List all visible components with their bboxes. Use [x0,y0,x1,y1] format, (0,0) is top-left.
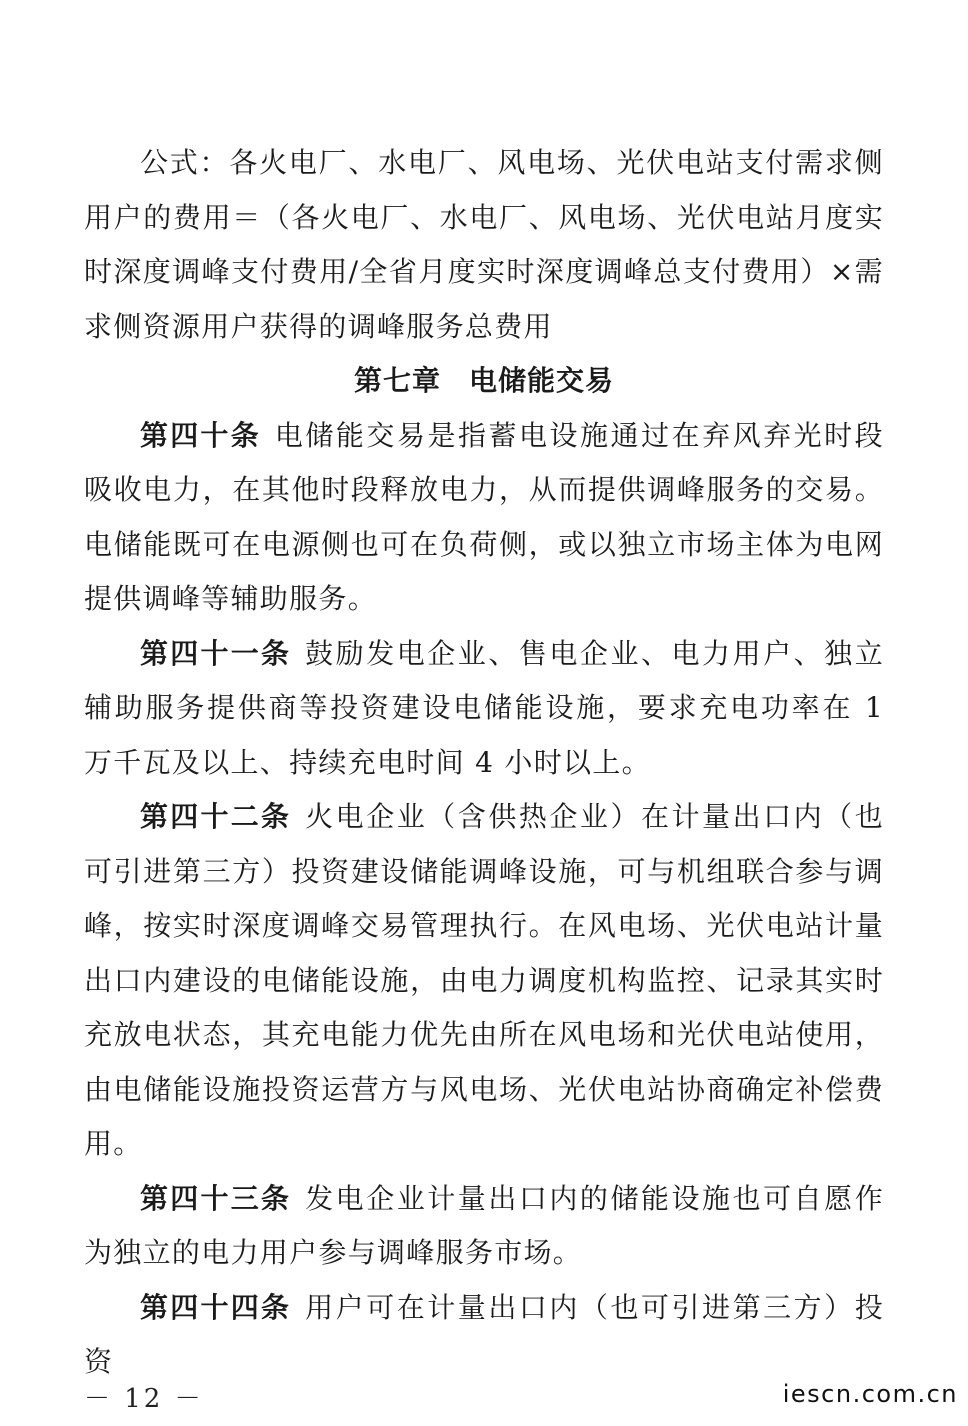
chapter-title: 电储能交易 [469,364,615,397]
chapter-number: 第七章 [353,364,441,397]
article-text: 电储能交易是指蓄电设施通过在弃风弃光时段吸收电力，在其他时段释放电力，从而提供调峰服务的交易。电储能既可在电源侧也可在负荷侧，或以独立市场主体为电网提供调峰等辅助服务。 [84,418,884,615]
article-40 [84,409,884,627]
site-watermark: iescn.com.cn [782,1380,958,1408]
article-text: 鼓励发电企业、售电企业、电力用户、独立辅助服务提供商等投资建设电储能设施，要求充电功率在 1 万千瓦及以上、持续充电时间 4 小时以上。 [84,636,884,779]
article-heading: 第四十三条 [140,1181,292,1215]
article-heading: 第四十一条 [140,636,292,670]
article-43 [84,1172,884,1281]
article-42 [84,790,884,1172]
document-body [84,136,884,1390]
article-heading: 第四十四条 [140,1290,292,1324]
article-text: 火电企业（含供热企业）在计量出口内（也可引进第三方）投资建设储能调峰设施，可与机组联合参与调峰，按实时深度调峰交易管理执行。在风电场、光伏电站计量出口内建设的电储能设施，由电力调度机构监控、记录其实时充放电状态，其充电能力优先由所在风电场和光伏电站使用，由电储能设施投资运营方与风电场、光伏电站协商确定补偿费用。 [84,800,884,1160]
chapter-heading [84,354,884,409]
article-heading: 第四十二条 [140,800,292,833]
article-heading: 第四十条 [140,418,261,452]
article-41 [84,627,884,791]
formula-paragraph: 公式：各火电厂、水电厂、风电场、光伏电站支付需求侧用户的费用＝（各火电厂、水电厂、风电场、光伏电站月度实时深度调峰支付费用/全省月度实时深度调峰总支付费用）×需求侧资源用户获得的调峰服务总费用 [84,146,884,343]
article-44 [84,1281,884,1390]
article-text: 发电企业计量出口内的储能设施也可自愿作为独立的电力用户参与调峰服务市场。 [84,1181,884,1269]
page-number: － 12 － [84,1384,204,1414]
article-text: 用户可在计量出口内（也可引进第三方）投资 [84,1290,884,1378]
